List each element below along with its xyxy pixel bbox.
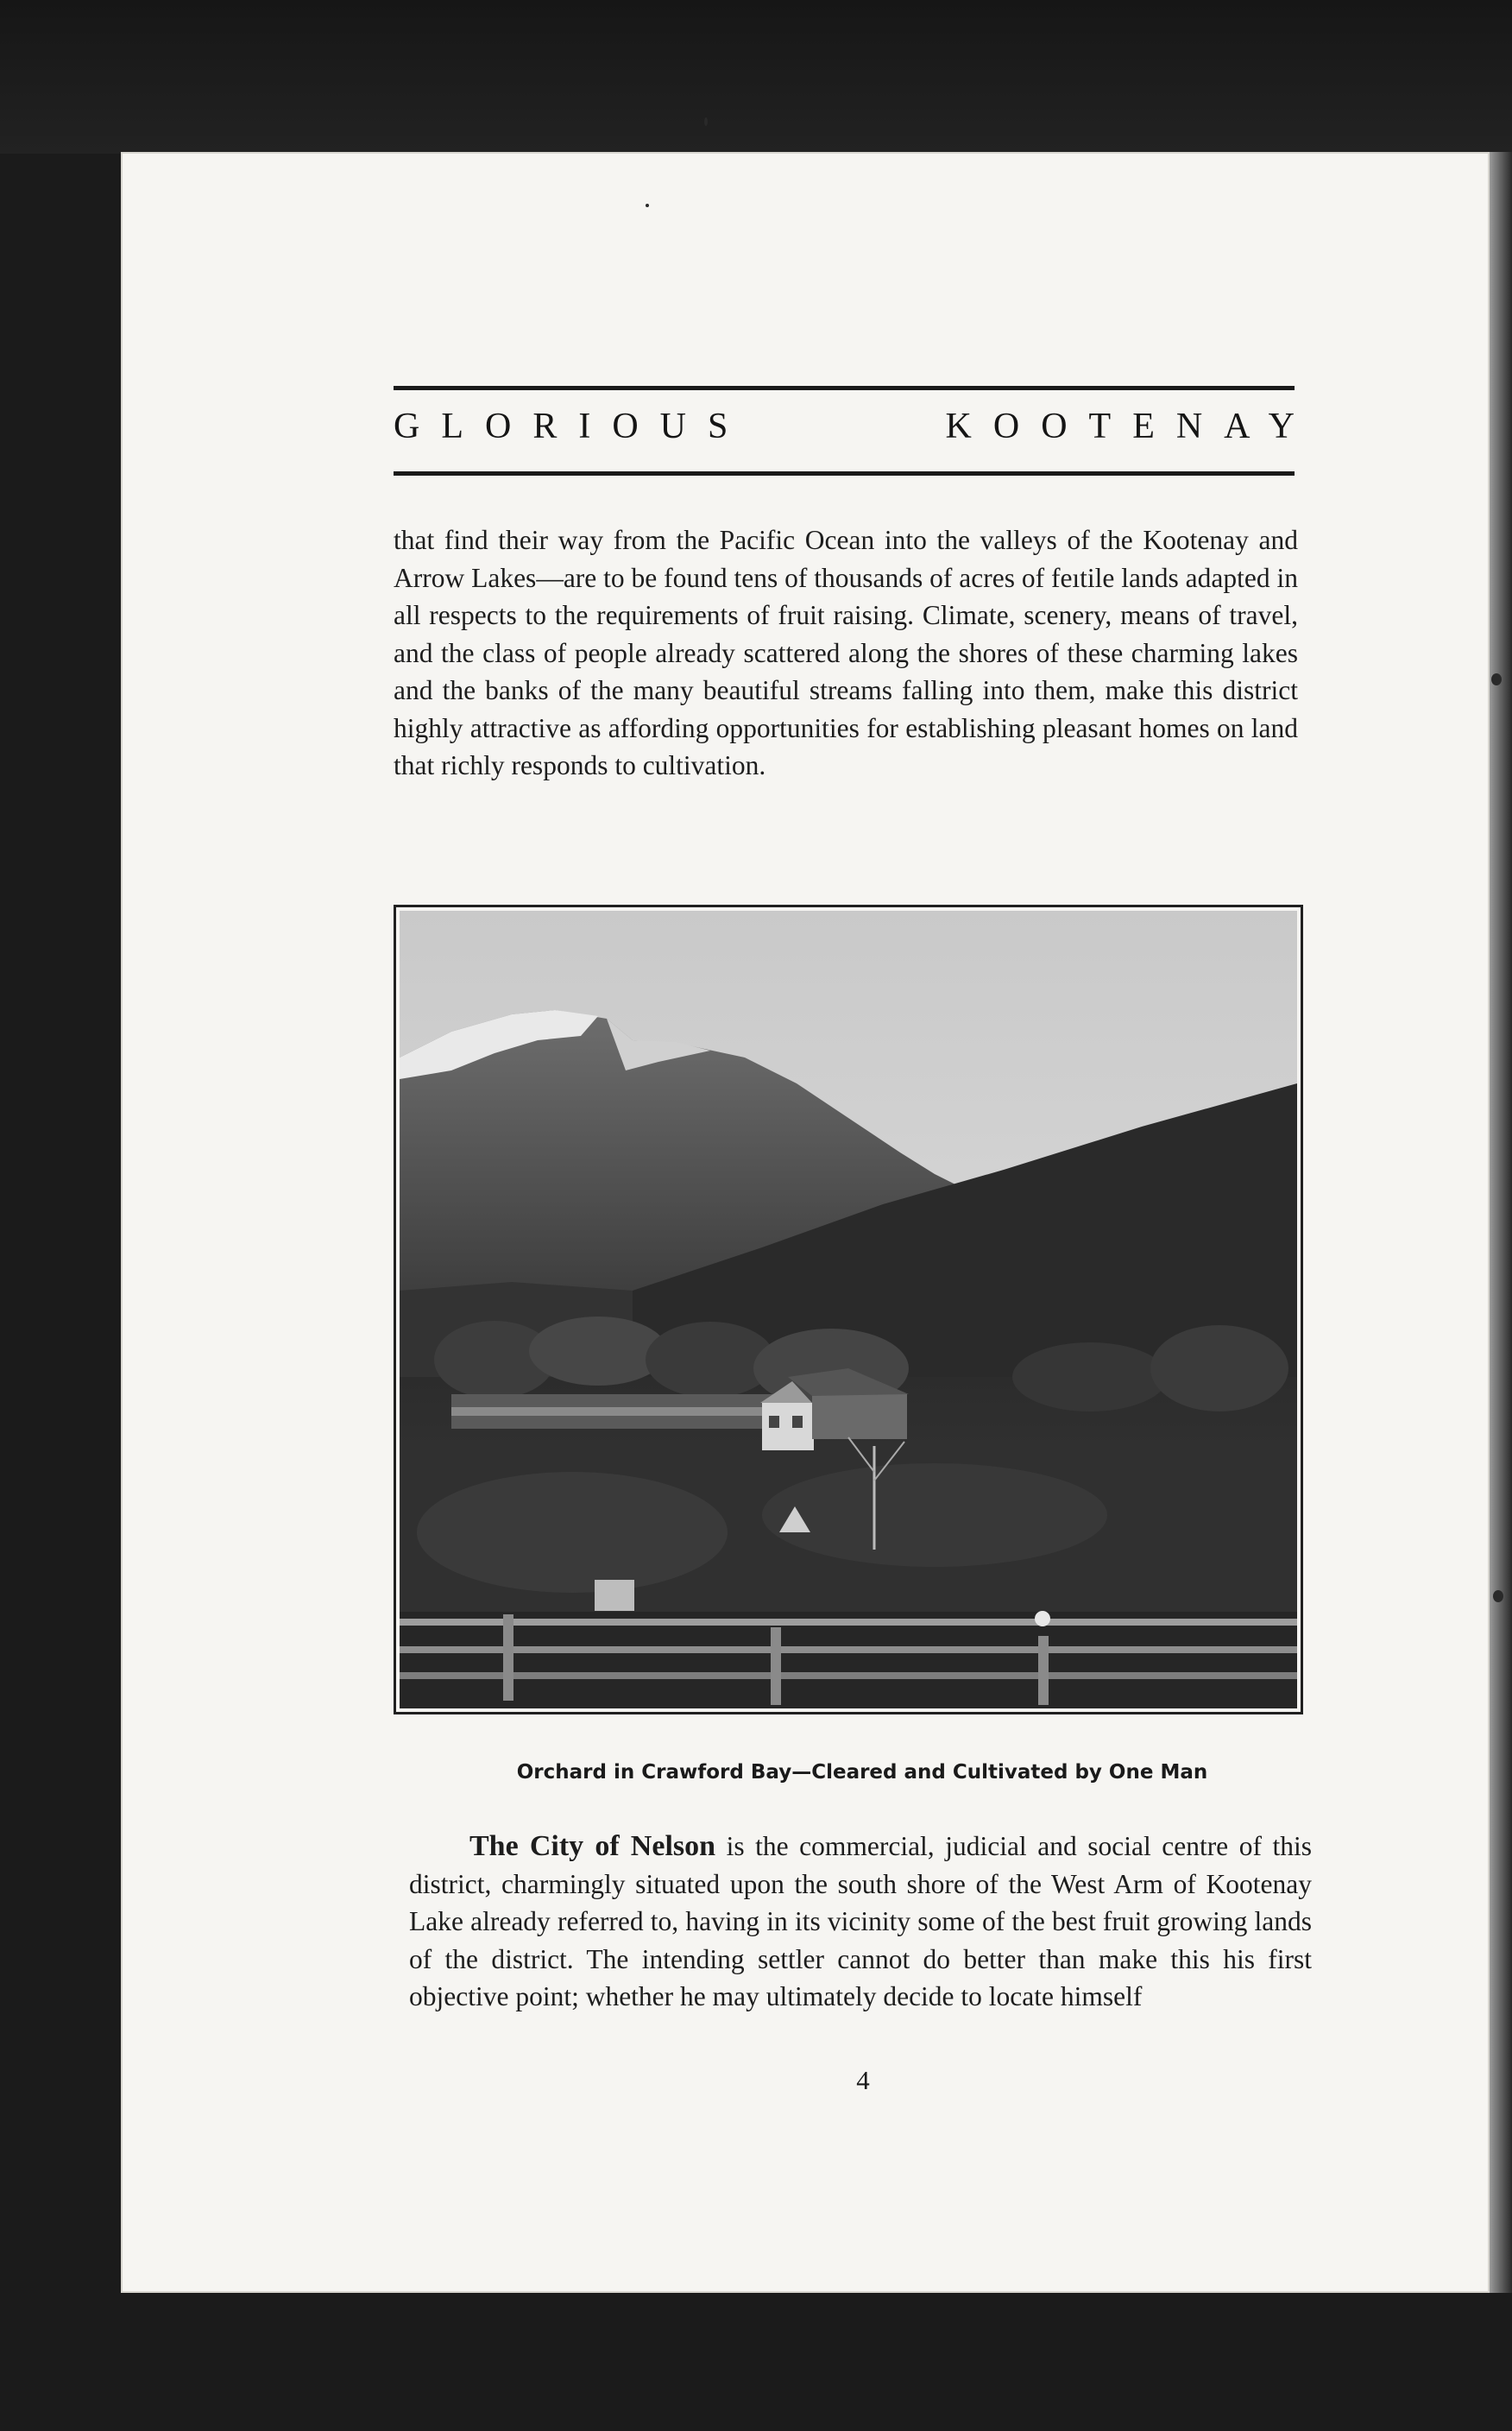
running-header (394, 406, 1316, 447)
film-speck (646, 204, 649, 207)
header-rule-bottom (394, 471, 1295, 476)
photo-caption: Orchard in Crawford Bay—Cleared and Cultivated by One Man (516, 1761, 1208, 1784)
running-header-word-2: KOOTENAY (945, 407, 1316, 446)
film-speck (1493, 1590, 1503, 1602)
paragraph-2 (409, 1828, 1312, 2016)
header-rule-top (394, 386, 1295, 390)
orchard-photograph (394, 905, 1303, 1714)
running-header-word-1: GLORIOUS (394, 407, 750, 446)
film-border (0, 0, 1512, 154)
paragraph-2-text: is the commercial, judicial and social centre of this district, charmingly situated upon the south shore of the West Arm of Kootenay Lake already referred to, having in its vicinity some of the best fruit growing lands of the district. The intending settler cannot do better than make this his first objective point; whether he may ultimately decide to locate himself (409, 1831, 1312, 2011)
film-speck (704, 117, 708, 126)
paragraph-2-lead: The City of Nelson (469, 1830, 716, 1862)
paragraph-1: that find their way from the Pacific Ocean into the valleys of the Kootenay and Arrow Lakes—are to be found tens of thousands of acres of feıtile lands adapted in all respects to the requirements of fruit raising. Climate, scenery, means of travel, and the class of people already scattered along the shores of these charming lakes and the banks of the many beautiful streams falling into them, make this district highly attractive as affording opportunities for establishing pleasant homes on land that richly responds to cultivation. (394, 525, 1298, 780)
page-binding-edge (1490, 152, 1512, 2293)
film-speck (1491, 673, 1502, 685)
page-number: 4 (856, 2065, 870, 2095)
orchard-landscape-image (400, 911, 1297, 1708)
